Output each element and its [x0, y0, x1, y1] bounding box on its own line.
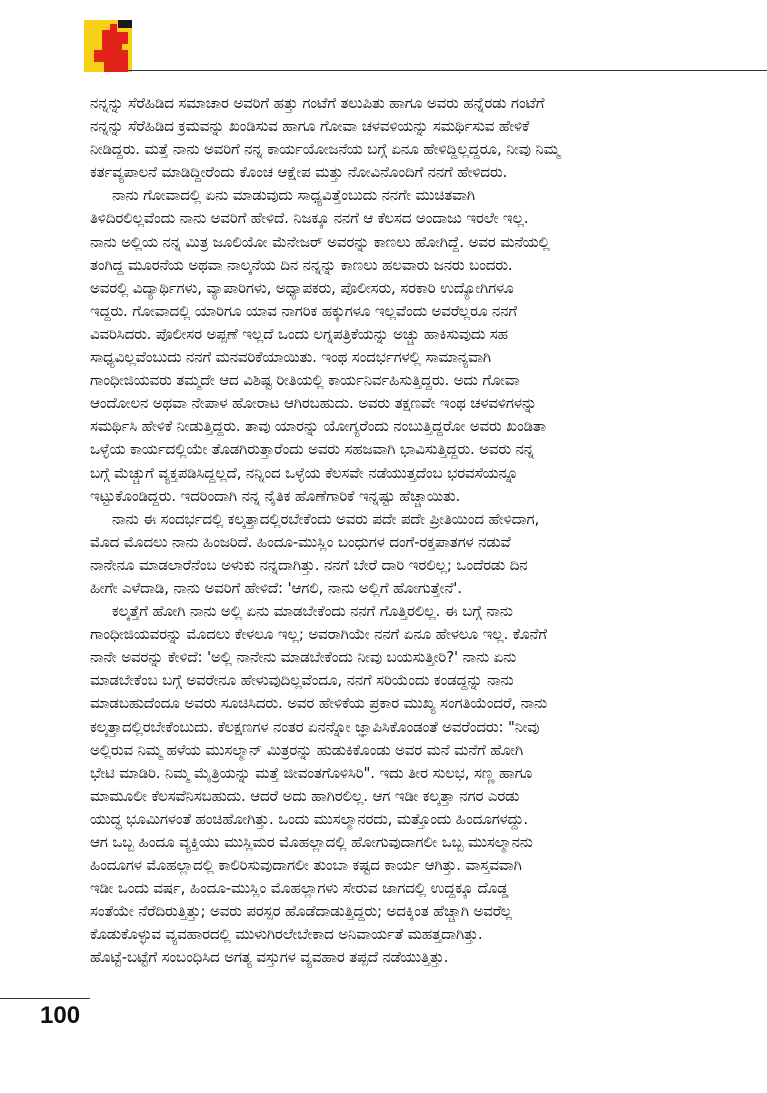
text-line: ತಿಳಿದಿರಲಿಲ್ಲವೆಂದು ನಾನು ಅವರಿಗೆ ಹೇಳಿದೆ. ನಿಜಕ್ಕೂ ನನಗೆ ಆ ಕೆಲಸದ ಅಂದಾಜು ಇರಲೇ ಇಲ್ಲ. [90, 209, 529, 228]
text-line: ಗಾಂಧೀಜಿಯವರು ತಮ್ಮದೇ ಆದ ವಿಶಿಷ್ಟ ರೀತಿಯಲ್ಲಿ ಕಾರ್ಯನಿರ್ವಹಿಸುತ್ತಿದ್ದರು. ಅದು ಗೋವಾ [90, 371, 520, 390]
text-line: ಹಿಂದೂಗಳ ಮೊಹಲ್ಲಾದಲ್ಲಿ ಕಾಲಿರಿಸುವುದಾಗಲೀ ತುಂಬಾ ಕಷ್ಟದ ಕಾರ್ಯ ಆಗಿತ್ತು. ವಾಸ್ತವವಾಗಿ [90, 856, 522, 875]
body-text [90, 92, 690, 970]
text-line: ಭೇಟಿ ಮಾಡಿರಿ. ನಿಮ್ಮ ಮೈತ್ರಿಯನ್ನು ಮತ್ತೆ ಜೀವಂತಗೊಳಿಸಿರಿ". ಇದು ತೀರ ಸುಲಭ, ಸಣ್ಣ ಹಾಗೂ [90, 763, 533, 782]
text-line: ಕೊಡುಕೊಳ್ಳುವ ವ್ಯವಹಾರದಲ್ಲಿ ಮುಳುಗಿರಲೇಬೇಕಾದ ಅನಿವಾರ್ಯತೆ ಮಹತ್ತದಾಗಿತ್ತು. [90, 925, 483, 944]
text-line: ಸಾಧ್ಯವಿಲ್ಲವೆಂಬುದು ನನಗೆ ಮನವರಿಕೆಯಾಯಿತು. ಇಂಥ ಸಂದರ್ಭಗಳಲ್ಲಿ ಸಾಮಾನ್ಯವಾಗಿ [90, 348, 491, 367]
text-line: ನೀಡಿದ್ದರು. ಮತ್ತೆ ನಾನು ಅವರಿಗೆ ನನ್ನ ಕಾರ್ಯಯೋಜನೆಯ ಬಗ್ಗೆ ಏನೂ ಹೇಳಿದ್ದಿಲ್ಲದ್ದರೂ, ನೀವು ನಿಮ್ಮ [90, 140, 560, 159]
text-line: ಒಳ್ಳೆಯ ಕಾರ್ಯದಲ್ಲಿಯೇ ತೊಡಗಿರುತ್ತಾರೆಂದು ಅವರು ಸಹಜವಾಗಿ ಭಾವಿಸುತ್ತಿದ್ದರು. ಅವರು ನನ್ನ [90, 440, 534, 459]
text-line: ಮಾಡಬಹುದೆಂದೂ ಅವರು ಸೂಚಿಸಿದರು. ಅವರ ಹೇಳಿಕೆಯ ಪ್ರಕಾರ ಮುಖ್ಯ ಸಂಗತಿಯೆಂದರೆ, ನಾನು [90, 694, 548, 713]
paragraph [90, 184, 690, 507]
page-number: 100 [40, 1002, 81, 1029]
text-line: ಮೊದ ಮೊದಲು ನಾನು ಹಿಂಜರಿದೆ. ಹಿಂದೂ-ಮುಸ್ಲಿಂ ಬಂಧುಗಳ ದಂಗೆ-ರಕ್ತಪಾತಗಳ ನಡುವೆ [90, 532, 511, 551]
text-line: ವಿವರಿಸಿದರು. ಪೊಲೀಸರ ಅಪ್ಪಣೆ ಇಲ್ಲದೆ ಒಂದು ಲಗ್ನಪತ್ರಿಕೆಯನ್ನು ಅಚ್ಚು ಹಾಕಿಸುವುದು ಸಹ [90, 324, 508, 343]
text-line: ನಾನೇ ಅವರನ್ನು ಕೇಳಿದೆ: 'ಅಲ್ಲಿ ನಾನೇನು ಮಾಡಬೇಕೆಂದು ನೀವು ಬಯಸುತ್ತೀರಿ?' ನಾನು ಏನು [90, 648, 517, 667]
text-line: ತಂಗಿದ್ದ ಮೂರನೆಯ ಅಥವಾ ನಾಲ್ಕನೆಯ ದಿನ ನನ್ನನ್ನು ಕಾಣಲು ಹಲವಾರು ಜನರು ಬಂದರು. [90, 255, 513, 274]
text-line: ಕರ್ತವ್ಯಪಾಲನೆ ಮಾಡಿದ್ದೀರೆಂದು ಕೊಂಚ ಆಕ್ಷೇಪ ಮತ್ತು ನೋವಿನೊಂದಿಗೆ ನನಗೆ ಹೇಳಿದರು. [90, 163, 508, 182]
text-line: ಮಾಮೂಲೀ ಕೆಲಸವೆನಿಸಬಹುದು. ಆದರೆ ಅದು ಹಾಗಿರಲಿಲ್ಲ. ಆಗ ಇಡೀ ಕಲ್ಕತ್ತಾ ನಗರ ಎರಡು [90, 786, 520, 805]
text-line: ನನ್ನನ್ನು ಸೆರೆಹಿಡಿದ ಕ್ರಮವನ್ನು ಖಂಡಿಸುವ ಹಾಗೂ ಗೋವಾ ಚಳವಳಿಯನ್ನು ಸಮರ್ಥಿಸುವ ಹೇಳಿಕೆ [90, 117, 530, 136]
text-line: ನಾನು ಈ ಸಂದರ್ಭದಲ್ಲಿ ಕಲ್ಕತ್ತಾದಲ್ಲಿರಬೇಕೆಂದು ಅವರು ಪದೇ ಪದೇ ಪ್ರೀತಿಯಿಂದ ಹೇಳಿದಾಗ, [112, 509, 540, 528]
logo-black-notch [118, 20, 132, 28]
publisher-logo [84, 20, 132, 72]
text-line: ಕಲ್ಕತ್ತೆಗೆ ಹೋಗಿ ನಾನು ಅಲ್ಲಿ ಏನು ಮಾಡಬೇಕೆಂದು ನನಗೆ ಗೊತ್ತಿರಲಿಲ್ಲ. ಈ ಬಗ್ಗೆ ನಾನು [112, 602, 513, 621]
paragraph [90, 600, 690, 970]
text-line: ಗಾಂಧೀಜಿಯವರನ್ನು ಮೊದಲು ಕೇಳಲೂ ಇಲ್ಲ; ಅವರಾಗಿಯೇ ನನಗೆ ಏನೂ ಹೇಳಲೂ ಇಲ್ಲ. ಕೊನೆಗೆ [90, 625, 547, 644]
paragraph [90, 508, 690, 600]
text-line: ಇದ್ದರು. ಗೋವಾದಲ್ಲಿ ಯಾರಿಗೂ ಯಾವ ನಾಗರಿಕ ಹಕ್ಕುಗಳೂ ಇಲ್ಲವೆಂದು ಅವರೆಲ್ಲರೂ ನನಗೆ [90, 301, 517, 320]
text-line: ಅಲ್ಲಿರುವ ನಿಮ್ಮ ಹಳೆಯ ಮುಸಲ್ಮಾನ್ ಮಿತ್ರರನ್ನು ಹುಡುಕಿಕೊಂಡು ಅವರ ಮನೆ ಮನೆಗೆ ಹೋಗಿ [90, 740, 524, 759]
text-line: ನಾನೇನೂ ಮಾಡಲಾರೆನೆಂಬ ಅಳುಕು ನನ್ನದಾಗಿತ್ತು. ನನಗೆ ಬೇರೆ ದಾರಿ ಇರಲಿಲ್ಲ; ಒಂದೆರಡು ದಿನ [90, 555, 528, 574]
text-line: ಇಟ್ಟುಕೊಂಡಿದ್ದರು. ಇದರಿಂದಾಗಿ ನನ್ನ ನೈತಿಕ ಹೊಣೆಗಾರಿಕೆ ಇನ್ನಷ್ಟು ಹೆಚ್ಚಾಯಿತು. [90, 486, 461, 505]
text-line: ಸಂತೆಯೇ ನೆರೆದಿರುತ್ತಿತ್ತು; ಅವರು ಪರಸ್ಪರ ಹೊಡೆದಾಡುತ್ತಿದ್ದರು; ಅದಕ್ಕಿಂತ ಹೆಚ್ಚಾಗಿ ಅವರೆಲ್ಲ [90, 902, 513, 921]
text-line: ಕಲ್ಕತ್ತಾದಲ್ಲಿರಬೇಕೆಂಬುದು. ಕೆಲಕ್ಷಣಗಳ ನಂತರ ಏನನ್ನೋ ಜ್ಞಾಪಿಸಿಕೊಂಡಂತೆ ಅವರೆಂದರು: "ನೀವು [90, 717, 540, 736]
text-line: ಆಂದೋಲನ ಅಥವಾ ನೇಪಾಳ ಹೋರಾಟ ಆಗಿರಬಹುದು. ಅವರು ತಕ್ಷಣವೇ ಇಂಥ ಚಳವಳಿಗಳನ್ನು [90, 394, 537, 413]
text-line: ಹೊಟ್ಟೆ-ಬಟ್ಟೆಗೆ ಸಂಬಂಧಿಸಿದ ಅಗತ್ಯ ವಸ್ತುಗಳ ವ್ಯವಹಾರ ತಪ್ಪದೆ ನಡೆಯುತ್ತಿತ್ತು. [90, 948, 449, 967]
text-line: ಹೀಗೇ ಎಳೆದಾಡಿ, ನಾನು ಅವರಿಗೆ ಹೇಳಿದೆ: 'ಆಗಲಿ, ನಾನು ಅಲ್ಲಿಗೆ ಹೋಗುತ್ತೇನೆ'. [90, 578, 462, 597]
text-line: ಬಗ್ಗೆ ಮೆಚ್ಚುಗೆ ವ್ಯಕ್ತಪಡಿಸಿದ್ದಲ್ಲದೆ, ನನ್ನಿಂದ ಒಳ್ಳೆಯ ಕೆಲಸವೇ ನಡೆಯುತ್ತದೆಂಬ ಭರವಸೆಯನ್ನೂ [90, 463, 519, 482]
text-line: ಮಾಡಬೇಕೆಂಬ ಬಗ್ಗೆ ಅವರೇನೂ ಹೇಳುವುದಿಲ್ಲವೆಂದೂ, ನನಗೆ ಸರಿಯೆಂದು ಕಂಡದ್ದನ್ನು ನಾನು [90, 671, 514, 690]
text-line: ಅವರಲ್ಲಿ ವಿದ್ಯಾರ್ಥಿಗಳು, ವ್ಯಾಪಾರಿಗಳು, ಅಧ್ಯಾಪಕರು, ಪೊಲೀಸರು, ಸರಕಾರಿ ಉದ್ಯೋಗಿಗಳೂ [90, 278, 514, 297]
text-line: ನಾನು ಗೋವಾದಲ್ಲಿ ಏನು ಮಾಡುವುದು ಸಾಧ್ಯವಿತ್ತೆಂಬುದು ನನಗೇ ಮುಚಿತವಾಗಿ [112, 186, 475, 205]
text-line: ನನ್ನನ್ನು ಸೆರೆಹಿಡಿದ ಸಮಾಚಾರ ಅವರಿಗೆ ಹತ್ತು ಗಂಟೆಗೆ ತಲುಪಿತು ಹಾಗೂ ಅವರು ಹನ್ನೆರಡು ಗಂಟೆಗೆ [90, 94, 545, 112]
text-line: ನಾನು ಅಲ್ಲಿಯ ನನ್ನ ಮಿತ್ರ ಜೂಲಿಯೋ ಮೆನೇಜರ್ ಅವರನ್ನು ಕಾಣಲು ಹೋಗಿದ್ದೆ. ಅವರ ಮನೆಯಲ್ಲಿ [90, 232, 550, 251]
text-line: ಸಮರ್ಥಿಸಿ ಹೇಳಿಕೆ ನೀಡುತ್ತಿದ್ದರು. ತಾವು ಯಾರನ್ನು ಯೋಗ್ಯರೆಂದು ನಂಬುತ್ತಿದ್ದರೋ ಅವರು ಖಂಡಿತಾ [90, 417, 546, 436]
header-rule [128, 70, 767, 71]
text-line: ಇಡೀ ಒಂದು ವರ್ಷ, ಹಿಂದೂ-ಮುಸ್ಲಿಂ ಮೊಹಲ್ಲಾಗಳು ಸೇರುವ ಜಾಗದಲ್ಲಿ ಉದ್ದಕ್ಕೂ ದೊಡ್ಡ [90, 879, 509, 898]
footer-rule [0, 998, 90, 999]
text-line: ಆಗ ಒಬ್ಬ ಹಿಂದೂ ವ್ಯಕ್ತಿಯು ಮುಸ್ಲಿಮರ ಮೊಹಲ್ಲಾದಲ್ಲಿ ಹೋಗುವುದಾಗಲೀ ಒಬ್ಬ ಮುಸಲ್ಮಾನನು [90, 833, 533, 851]
text-line: ಯುದ್ಧ ಭೂಮಿಗಳಂತೆ ಹಂಚಿಹೋಗಿತ್ತು. ಒಂದು ಮುಸಲ್ಮಾನರದು, ಮತ್ತೊಂದು ಹಿಂದೂಗಳದ್ದು. [90, 809, 528, 828]
paragraph [90, 92, 690, 184]
